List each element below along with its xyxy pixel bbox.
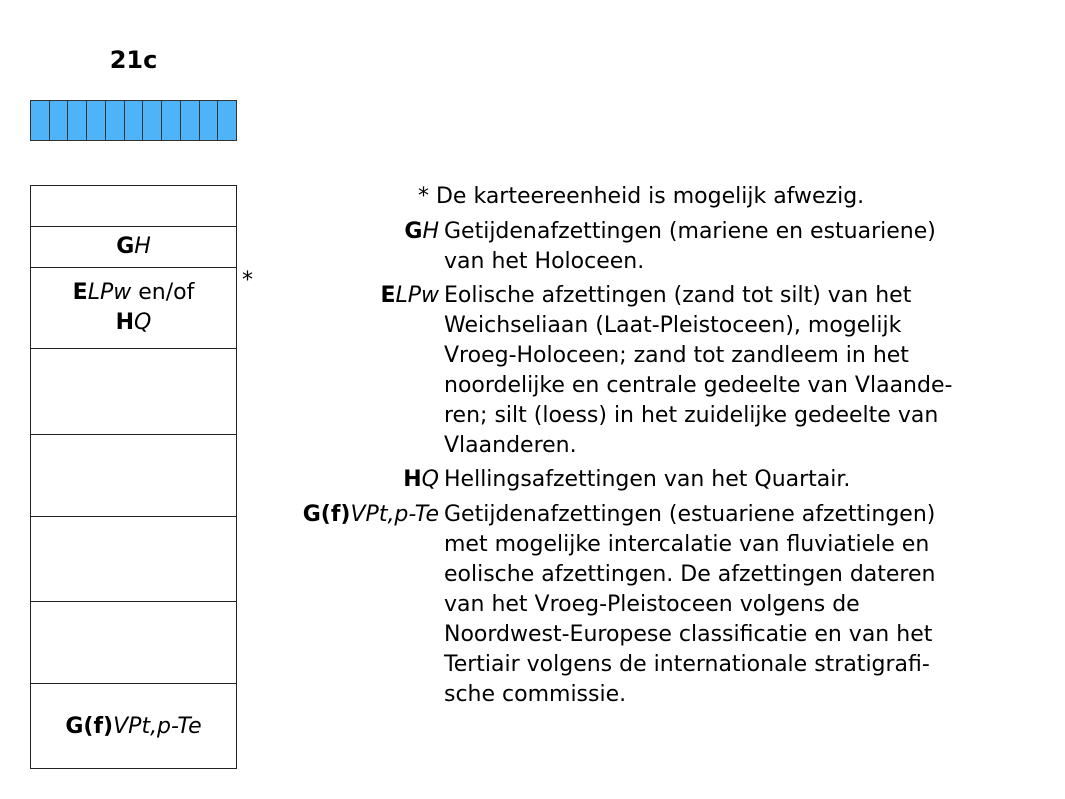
legend-line: van het Vroeg-Pleistoceen volgens de — [444, 592, 860, 617]
layer-4 — [31, 435, 236, 517]
layer-label-line2: HQ — [115, 310, 152, 335]
legend-line: Eolische afzettingen (zand tot silt) van het — [444, 283, 912, 308]
legend-code: ELPw — [380, 283, 439, 308]
color-cell — [50, 101, 69, 140]
layer-gh — [31, 227, 236, 268]
color-cell — [125, 101, 144, 140]
color-cell — [181, 101, 200, 140]
layer-5 — [31, 517, 236, 602]
legend-line: Getijdenafzettingen (estuariene afzettingen) — [444, 502, 936, 527]
legend-line: noordelijke en centrale gedeelte van Vlaande- — [444, 373, 953, 398]
legend-entry-elpw — [380, 281, 953, 461]
legend-line: Vlaanderen. — [444, 433, 577, 458]
color-legend-bar — [30, 100, 237, 141]
color-cell — [31, 101, 50, 140]
layer-label: GH — [116, 234, 151, 259]
color-cell — [162, 101, 181, 140]
legend-line: Vroeg-Holoceen; zand tot zandleem in het — [444, 343, 909, 368]
legend-line: sche commissie. — [444, 682, 627, 707]
stratigraphic-column — [30, 185, 237, 769]
color-cell — [68, 101, 87, 140]
color-cell — [200, 101, 219, 140]
legend-entry-gfvpt — [302, 500, 936, 710]
layer-6 — [31, 602, 236, 684]
legend-note: * De karteereenheid is mogelijk afwezig. — [418, 184, 865, 209]
layer-label: ELPw en/of — [72, 280, 195, 305]
color-cell — [218, 101, 236, 140]
legend-entry-gh — [404, 217, 936, 277]
layer-gfvpt — [31, 684, 236, 770]
legend-line: ren; silt (loess) in het zuidelijke gedeelte van — [444, 403, 939, 428]
layer-elpw-hq — [31, 268, 236, 349]
absence-asterisk: * — [242, 268, 253, 293]
legend-line: van het Holoceen. — [444, 249, 645, 274]
color-cell — [143, 101, 162, 140]
legend-line: Noordwest-Europese classificatie en van het — [444, 622, 933, 647]
legend-code: G(f)VPt,p-Te — [302, 502, 439, 527]
layer-0 — [31, 186, 236, 227]
legend-line: Tertiair volgens de internationale stratigrafi- — [444, 652, 930, 677]
legend-code: HQ — [403, 467, 439, 492]
legend-line: Getijdenafzettingen (mariene en estuariene) — [444, 219, 936, 244]
map-unit-title: 21c — [109, 46, 158, 74]
legend-line: met mogelijke intercalatie van fluviatiele en — [444, 532, 930, 557]
legend-code: GH — [404, 219, 439, 244]
legend-line: Hellingsafzettingen van het Quartair. — [444, 467, 851, 492]
layer-3 — [31, 349, 236, 435]
legend-entry-hq — [403, 465, 851, 495]
legend-line: eolische afzettingen. De afzettingen dateren — [444, 562, 936, 587]
color-cell — [106, 101, 125, 140]
color-cell — [87, 101, 106, 140]
layer-label: G(f)VPt,p-Te — [65, 714, 202, 739]
legend-line: Weichseliaan (Laat-Pleistoceen), mogelijk — [444, 313, 902, 338]
